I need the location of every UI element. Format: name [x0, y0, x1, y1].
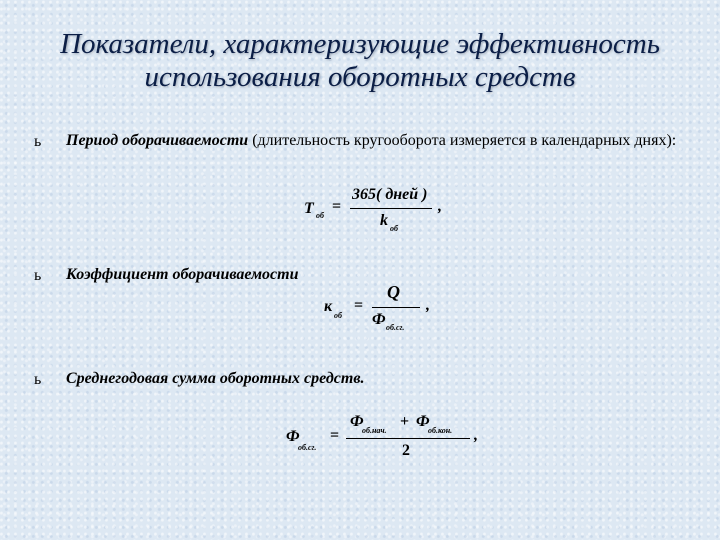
fraction-line — [350, 208, 432, 209]
bullet-marker: ь — [34, 267, 42, 284]
formula-equals: = — [330, 427, 340, 444]
formula-term-start: Ф — [350, 413, 364, 430]
list-item-turnover-period — [66, 131, 686, 151]
formula-lhs: Ф — [286, 428, 300, 445]
formula-comma: , — [426, 297, 430, 314]
slide-title — [0, 28, 720, 94]
item-description: (длительность кругооборота измеряется в календарных днях): — [248, 132, 677, 149]
fraction-line — [346, 438, 470, 439]
list-item-avg-annual — [66, 369, 686, 389]
formula-term-end-subscript: об.кон. — [428, 426, 453, 435]
formula-plus: + — [400, 413, 410, 430]
formula-lhs-subscript: об — [316, 211, 324, 220]
term-avg-annual: Среднегодовая сумма оборотных средств. — [66, 370, 365, 387]
formula-lhs-subscript: об.сг. — [298, 443, 317, 452]
formula-comma: , — [474, 427, 478, 444]
formula-turnover-period — [300, 186, 460, 238]
formula-denominator-subscript: об — [390, 224, 398, 233]
formula-equals: = — [332, 198, 342, 215]
formula-numerator: Q — [387, 282, 400, 302]
formula-denominator-subscript: об.сг. — [386, 323, 405, 332]
formula-term-end: Ф — [416, 413, 430, 430]
title-line-2: использования оборотных средств — [144, 61, 576, 93]
formula-comma: , — [438, 198, 442, 215]
fraction-line — [372, 307, 420, 308]
formula-denominator: 2 — [402, 442, 410, 459]
formula-lhs: T — [304, 200, 314, 217]
formula-lhs: к — [324, 298, 333, 315]
formula-term-start-subscript: об.нач. — [362, 426, 387, 435]
formula-denominator: k — [380, 212, 388, 229]
bullet-marker: ь — [34, 133, 42, 150]
formula-avg-annual — [282, 410, 482, 466]
formula-equals: = — [354, 297, 364, 314]
term-turnover-period: Период оборачиваемости — [66, 132, 249, 149]
formula-denominator: Ф — [372, 311, 386, 328]
bullet-marker: ь — [34, 371, 42, 388]
formula-numerator: 365( дней ) — [352, 186, 428, 203]
formula-lhs-subscript: об — [334, 311, 342, 320]
term-turnover-ratio: Коэффициент оборачиваемости — [66, 266, 299, 283]
formula-turnover-ratio — [318, 282, 448, 338]
title-line-1: Показатели, характеризующие эффективность — [60, 28, 660, 60]
